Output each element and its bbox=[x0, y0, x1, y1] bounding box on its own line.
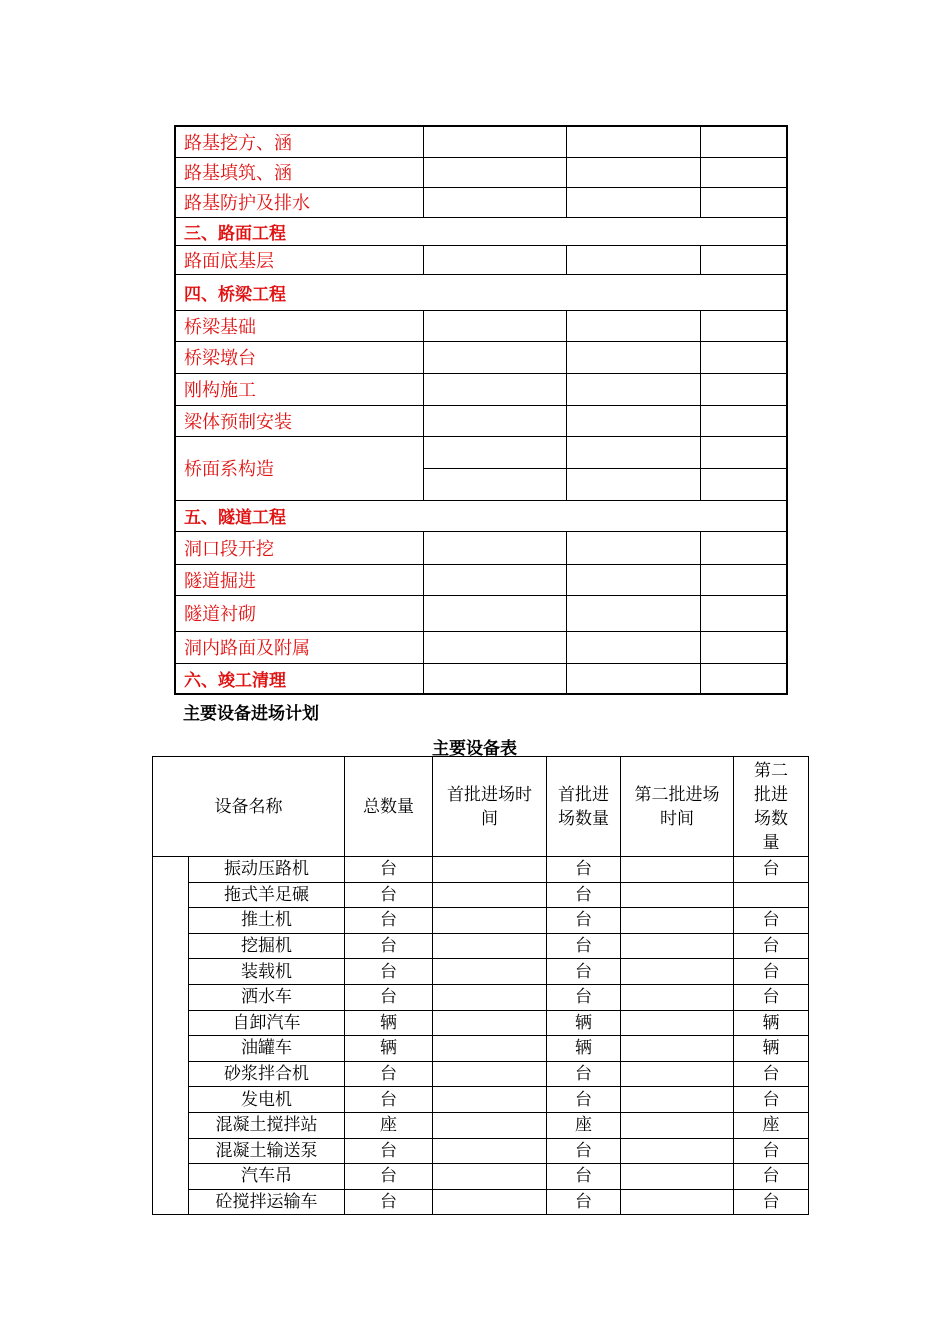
schedule-cell bbox=[423, 187, 566, 217]
equipment-row bbox=[153, 933, 809, 959]
equipment-row bbox=[153, 959, 809, 985]
schedule-cell bbox=[423, 405, 566, 436]
first-batch-time bbox=[433, 857, 547, 883]
task-name: 隧道衬砌 bbox=[175, 595, 423, 631]
second-batch-time bbox=[621, 959, 734, 985]
total-quantity-unit: 台 bbox=[345, 882, 433, 908]
equipment-header-row bbox=[153, 757, 809, 857]
first-batch-time bbox=[433, 1164, 547, 1190]
first-batch-time bbox=[433, 959, 547, 985]
schedule-section-row bbox=[175, 217, 787, 245]
first-batch-quantity-unit: 辆 bbox=[547, 1036, 621, 1062]
schedule-cell bbox=[700, 157, 787, 187]
equipment-name: 混凝土搅拌站 bbox=[189, 1112, 345, 1138]
second-batch-time bbox=[621, 882, 734, 908]
first-batch-quantity-unit: 台 bbox=[547, 1164, 621, 1190]
first-batch-time bbox=[433, 1087, 547, 1113]
schedule-cell bbox=[700, 373, 787, 405]
equipment-row bbox=[153, 1112, 809, 1138]
task-name: 洞口段开挖 bbox=[175, 531, 423, 564]
schedule-row bbox=[175, 341, 787, 373]
schedule-cell bbox=[700, 126, 787, 157]
equipment-row bbox=[153, 1010, 809, 1036]
second-batch-time bbox=[621, 857, 734, 883]
equipment-name: 汽车吊 bbox=[189, 1164, 345, 1190]
schedule-cell bbox=[700, 341, 787, 373]
total-quantity-unit: 台 bbox=[345, 984, 433, 1010]
equipment-name: 混凝土输送泵 bbox=[189, 1138, 345, 1164]
schedule-cell bbox=[566, 405, 700, 436]
schedule-row bbox=[175, 436, 787, 468]
first-batch-time bbox=[433, 933, 547, 959]
second-batch-time bbox=[621, 984, 734, 1010]
schedule-row bbox=[175, 405, 787, 436]
equipment-name: 洒水车 bbox=[189, 984, 345, 1010]
schedule-row bbox=[175, 310, 787, 341]
section-title: 五、隧道工程 bbox=[175, 500, 787, 531]
task-name: 路基防护及排水 bbox=[175, 187, 423, 217]
second-batch-quantity-unit: 台 bbox=[734, 1138, 809, 1164]
schedule-cell bbox=[566, 468, 700, 500]
second-batch-quantity-unit: 台 bbox=[734, 1061, 809, 1087]
schedule-row bbox=[175, 157, 787, 187]
equipment-row bbox=[153, 1087, 809, 1113]
schedule-cell bbox=[700, 310, 787, 341]
schedule-cell bbox=[423, 157, 566, 187]
first-batch-quantity-unit: 台 bbox=[547, 933, 621, 959]
total-quantity-unit: 座 bbox=[345, 1112, 433, 1138]
task-name: 刚构施工 bbox=[175, 373, 423, 405]
second-batch-quantity-unit: 台 bbox=[734, 933, 809, 959]
equipment-row bbox=[153, 1138, 809, 1164]
schedule-cell bbox=[566, 663, 700, 694]
schedule-section-row bbox=[175, 274, 787, 310]
total-quantity-unit: 辆 bbox=[345, 1036, 433, 1062]
schedule-row bbox=[175, 564, 787, 595]
schedule-cell bbox=[423, 631, 566, 663]
schedule-cell bbox=[423, 341, 566, 373]
schedule-cell bbox=[566, 126, 700, 157]
task-name: 路基挖方、涵 bbox=[175, 126, 423, 157]
equipment-name: 振动压路机 bbox=[189, 857, 345, 883]
first-batch-time bbox=[433, 984, 547, 1010]
schedule-cell bbox=[700, 663, 787, 694]
second-batch-quantity-unit: 台 bbox=[734, 984, 809, 1010]
schedule-row bbox=[175, 126, 787, 157]
header-total-quantity: 总数量 bbox=[345, 757, 433, 857]
equipment-row bbox=[153, 882, 809, 908]
first-batch-quantity-unit: 座 bbox=[547, 1112, 621, 1138]
total-quantity-unit: 台 bbox=[345, 959, 433, 985]
total-quantity-unit: 台 bbox=[345, 1061, 433, 1087]
first-batch-time bbox=[433, 1061, 547, 1087]
equipment-row bbox=[153, 1061, 809, 1087]
schedule-cell bbox=[566, 373, 700, 405]
second-batch-time bbox=[621, 1087, 734, 1113]
schedule-cell bbox=[700, 531, 787, 564]
first-batch-quantity-unit: 台 bbox=[547, 984, 621, 1010]
schedule-cell bbox=[700, 564, 787, 595]
schedule-cell bbox=[700, 187, 787, 217]
first-batch-quantity-unit: 台 bbox=[547, 1087, 621, 1113]
task-name: 洞内路面及附属 bbox=[175, 631, 423, 663]
equipment-name: 装载机 bbox=[189, 959, 345, 985]
second-batch-time bbox=[621, 1189, 734, 1215]
construction-schedule-table bbox=[174, 125, 788, 695]
equipment-name: 油罐车 bbox=[189, 1036, 345, 1062]
schedule-row bbox=[175, 245, 787, 274]
equipment-row bbox=[153, 1189, 809, 1215]
schedule-cell bbox=[700, 405, 787, 436]
schedule-cell bbox=[566, 564, 700, 595]
second-batch-quantity-unit: 台 bbox=[734, 1189, 809, 1215]
schedule-cell bbox=[423, 436, 566, 468]
total-quantity-unit: 台 bbox=[345, 933, 433, 959]
schedule-row bbox=[175, 531, 787, 564]
first-batch-time bbox=[433, 1189, 547, 1215]
second-batch-time bbox=[621, 1112, 734, 1138]
schedule-cell bbox=[423, 595, 566, 631]
first-batch-time bbox=[433, 1138, 547, 1164]
header-equipment-name: 设备名称 bbox=[153, 757, 345, 857]
first-batch-time bbox=[433, 1112, 547, 1138]
equipment-row bbox=[153, 1036, 809, 1062]
equipment-name: 发电机 bbox=[189, 1087, 345, 1113]
equipment-table bbox=[152, 756, 809, 1215]
equipment-row bbox=[153, 857, 809, 883]
schedule-cell bbox=[566, 631, 700, 663]
schedule-section-row bbox=[175, 500, 787, 531]
schedule-cell bbox=[423, 126, 566, 157]
second-batch-quantity-unit: 台 bbox=[734, 857, 809, 883]
section-title: 四、桥梁工程 bbox=[175, 274, 787, 310]
equipment-plan-heading: 主要设备进场计划 bbox=[183, 704, 319, 724]
equipment-name: 砼搅拌运输车 bbox=[189, 1189, 345, 1215]
schedule-cell bbox=[566, 310, 700, 341]
second-batch-quantity-unit: 台 bbox=[734, 1164, 809, 1190]
second-batch-time bbox=[621, 1010, 734, 1036]
schedule-cell bbox=[423, 531, 566, 564]
first-batch-quantity-unit: 台 bbox=[547, 1061, 621, 1087]
category-cell bbox=[153, 857, 189, 1215]
header-first-batch-time: 首批进场时间 bbox=[433, 757, 547, 857]
second-batch-time bbox=[621, 1036, 734, 1062]
equipment-row bbox=[153, 908, 809, 934]
total-quantity-unit: 台 bbox=[345, 1164, 433, 1190]
schedule-row bbox=[175, 187, 787, 217]
schedule-cell bbox=[423, 245, 566, 274]
schedule-cell bbox=[700, 631, 787, 663]
total-quantity-unit: 台 bbox=[345, 908, 433, 934]
equipment-name: 拖式羊足碾 bbox=[189, 882, 345, 908]
schedule-cell bbox=[700, 595, 787, 631]
task-name: 隧道掘进 bbox=[175, 564, 423, 595]
task-name: 路面底基层 bbox=[175, 245, 423, 274]
first-batch-quantity-unit: 台 bbox=[547, 1138, 621, 1164]
schedule-cell bbox=[566, 157, 700, 187]
total-quantity-unit: 辆 bbox=[345, 1010, 433, 1036]
second-batch-quantity-unit: 座 bbox=[734, 1112, 809, 1138]
schedule-cell bbox=[566, 187, 700, 217]
first-batch-time bbox=[433, 1036, 547, 1062]
first-batch-quantity-unit: 台 bbox=[547, 908, 621, 934]
first-batch-quantity-unit: 台 bbox=[547, 882, 621, 908]
schedule-cell bbox=[423, 468, 566, 500]
second-batch-time bbox=[621, 908, 734, 934]
schedule-cell bbox=[566, 531, 700, 564]
schedule-cell bbox=[423, 663, 566, 694]
first-batch-time bbox=[433, 1010, 547, 1036]
second-batch-time bbox=[621, 1138, 734, 1164]
second-batch-time bbox=[621, 933, 734, 959]
total-quantity-unit: 台 bbox=[345, 1087, 433, 1113]
first-batch-quantity-unit: 辆 bbox=[547, 1010, 621, 1036]
equipment-name: 砂浆拌合机 bbox=[189, 1061, 345, 1087]
schedule-cell bbox=[566, 341, 700, 373]
equipment-row bbox=[153, 984, 809, 1010]
first-batch-time bbox=[433, 882, 547, 908]
total-quantity-unit: 台 bbox=[345, 1138, 433, 1164]
total-quantity-unit: 台 bbox=[345, 1189, 433, 1215]
header-first-batch-quantity: 首批进场数量 bbox=[547, 757, 621, 857]
schedule-cell bbox=[423, 310, 566, 341]
second-batch-quantity-unit: 台 bbox=[734, 959, 809, 985]
section-title: 三、路面工程 bbox=[175, 217, 787, 245]
section-title: 六、竣工清理 bbox=[175, 663, 423, 694]
first-batch-quantity-unit: 台 bbox=[547, 1189, 621, 1215]
schedule-cell bbox=[566, 245, 700, 274]
header-second-batch-time: 第二批进场时间 bbox=[621, 757, 734, 857]
equipment-name: 自卸汽车 bbox=[189, 1010, 345, 1036]
second-batch-time bbox=[621, 1061, 734, 1087]
schedule-cell bbox=[566, 595, 700, 631]
schedule-cell bbox=[700, 468, 787, 500]
second-batch-time bbox=[621, 1164, 734, 1190]
schedule-row bbox=[175, 631, 787, 663]
equipment-table-title: 主要设备表 bbox=[432, 739, 517, 759]
first-batch-time bbox=[433, 908, 547, 934]
task-name: 梁体预制安装 bbox=[175, 405, 423, 436]
schedule-cell bbox=[566, 436, 700, 468]
schedule-row bbox=[175, 595, 787, 631]
first-batch-quantity-unit: 台 bbox=[547, 857, 621, 883]
task-name: 路基填筑、涵 bbox=[175, 157, 423, 187]
header-second-batch-quantity: 第二批进场数量 bbox=[734, 757, 809, 857]
task-name: 桥面系构造 bbox=[175, 436, 423, 500]
second-batch-quantity-unit: 台 bbox=[734, 1087, 809, 1113]
equipment-name: 推土机 bbox=[189, 908, 345, 934]
schedule-cell bbox=[700, 245, 787, 274]
task-name: 桥梁基础 bbox=[175, 310, 423, 341]
second-batch-quantity-unit: 台 bbox=[734, 908, 809, 934]
second-batch-quantity-unit bbox=[734, 882, 809, 908]
equipment-row bbox=[153, 1164, 809, 1190]
total-quantity-unit: 台 bbox=[345, 857, 433, 883]
task-name: 桥梁墩台 bbox=[175, 341, 423, 373]
schedule-row bbox=[175, 663, 787, 694]
schedule-cell bbox=[423, 564, 566, 595]
second-batch-quantity-unit: 辆 bbox=[734, 1010, 809, 1036]
schedule-cell bbox=[423, 373, 566, 405]
second-batch-quantity-unit: 辆 bbox=[734, 1036, 809, 1062]
schedule-row bbox=[175, 373, 787, 405]
equipment-name: 挖掘机 bbox=[189, 933, 345, 959]
first-batch-quantity-unit: 台 bbox=[547, 959, 621, 985]
schedule-cell bbox=[700, 436, 787, 468]
